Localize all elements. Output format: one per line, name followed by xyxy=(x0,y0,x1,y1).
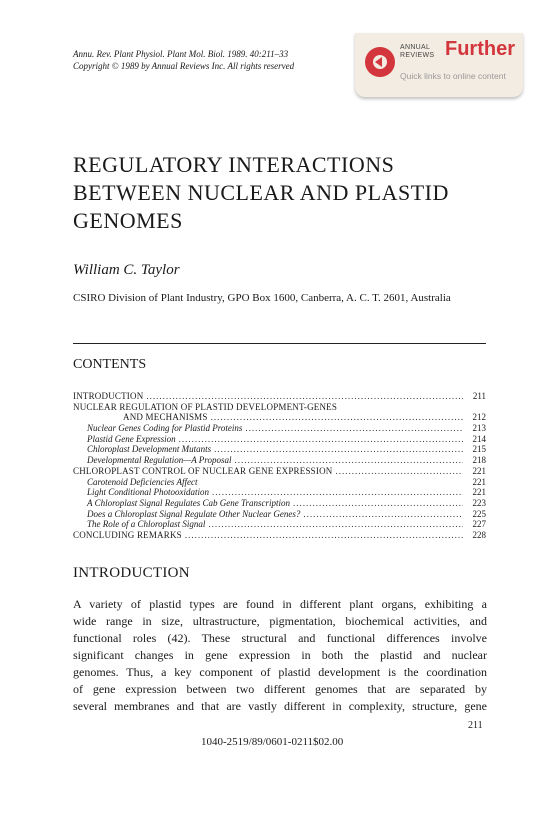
paragraph-line: A variety of plastid types are found in different plant organs, exhibiting a xyxy=(73,597,487,611)
toc-entry-label: Light Conditional Photooxidation xyxy=(87,487,210,498)
article-code: 1040-2519/89/0601-0211$02.00 xyxy=(201,736,344,748)
toc-entry[interactable] xyxy=(73,402,486,413)
badge-further-label: Further xyxy=(445,38,515,60)
toc-entry-label: INTRODUCTION xyxy=(73,391,144,401)
toc-entry-page: 221 xyxy=(472,465,486,476)
toc-entry-label: Developmental Regulation—A Proposal xyxy=(87,455,232,466)
toc-entry-page: 227 xyxy=(472,519,486,530)
title-line: REGULATORY INTERACTIONS xyxy=(73,152,395,177)
paragraph-line: genomes. Thus, a key component of plastid development is the coordination xyxy=(73,665,487,679)
toc-entry[interactable] xyxy=(73,412,486,423)
toc-entry-page: 218 xyxy=(472,455,486,466)
badge-annual: ANNUAL xyxy=(400,44,431,51)
toc-entry-page: 215 xyxy=(472,444,486,455)
toc-entry[interactable] xyxy=(73,498,486,509)
toc-entry[interactable] xyxy=(73,487,486,498)
toc-entry-page: 221 xyxy=(472,487,486,498)
toc-entry-page: 223 xyxy=(472,497,486,508)
toc-entry-page: 225 xyxy=(472,508,486,519)
toc-entry[interactable] xyxy=(73,391,486,402)
contents-heading: CONTENTS xyxy=(73,357,147,372)
article-title xyxy=(73,151,503,235)
toc-entry-label: A Chloroplast Signal Regulates Cab Gene Transcription xyxy=(87,497,291,508)
toc-entry-label: CHLOROPLAST CONTROL OF NUCLEAR GENE EXPRESSION xyxy=(73,465,333,476)
paragraph-line: several membranes and that are vastly different in complexity, structure, gene xyxy=(73,699,487,713)
toc-entry[interactable] xyxy=(73,509,486,520)
page-number: 211 xyxy=(468,720,483,731)
badge-quick-links[interactable]: Quick links to online content xyxy=(400,71,506,81)
toc-entry[interactable] xyxy=(73,519,486,530)
further-badge[interactable] xyxy=(355,33,523,97)
citation-line: Annu. Rev. Plant Physiol. Plant Mol. Biol. 1989. 40:211–33 xyxy=(73,49,289,59)
annual-reviews-logo-icon xyxy=(365,47,395,77)
toc-entry-page: 211 xyxy=(472,391,486,401)
paragraph-line: significant changes in gene expression in both the plastid and nuclear xyxy=(73,648,487,662)
toc-entry[interactable] xyxy=(73,530,486,541)
toc-entry[interactable] xyxy=(73,444,486,455)
introduction-paragraph xyxy=(73,596,487,715)
toc-entry-page: 214 xyxy=(472,433,486,444)
toc-entry-page: 213 xyxy=(472,423,486,434)
copyright-line: Copyright © 1989 by Annual Reviews Inc. All rights reserved xyxy=(73,61,295,71)
toc-entry-page: 221 xyxy=(472,476,486,487)
toc-entry-page: 228 xyxy=(472,529,486,540)
paragraph-line: of gene expression between two different genomes that are separated by xyxy=(73,682,487,696)
introduction-heading: INTRODUCTION xyxy=(73,565,190,581)
table-of-contents xyxy=(73,391,486,541)
toc-entry[interactable] xyxy=(73,423,486,434)
badge-annual-reviews xyxy=(400,44,434,60)
toc-entry[interactable] xyxy=(73,434,486,445)
badge-reviews: REVIEWS xyxy=(400,52,435,59)
toc-entry-label: AND MECHANISMS xyxy=(123,412,208,423)
toc-entry-label: Plastid Gene Expression xyxy=(87,433,176,444)
title-line: GENOMES xyxy=(73,208,183,233)
toc-entry[interactable] xyxy=(73,455,486,466)
toc-entry-label: NUCLEAR REGULATION OF PLASTID DEVELOPMENT-GENES xyxy=(73,401,338,412)
toc-entry[interactable] xyxy=(73,466,486,477)
journal-citation xyxy=(73,48,294,72)
toc-entry-label: Nuclear Genes Coding for Plastid Proteins xyxy=(87,423,243,434)
toc-entry-label: Does a Chloroplast Signal Regulate Other Nuclear Genes? xyxy=(87,508,301,519)
paragraph-line: wide range in size, ultrastructure, pigmentation, biochemical activities, and xyxy=(73,614,487,628)
toc-entry-label: Chloroplast Development Mutants xyxy=(87,444,212,455)
toc-entry[interactable] xyxy=(73,477,486,488)
contents-divider xyxy=(73,343,486,344)
toc-entry-page: 212 xyxy=(472,412,486,423)
paragraph-line: functional roles (42). These structural and functional differences involve xyxy=(73,631,487,645)
toc-entry-label: Carotenoid Deficiencies Affect xyxy=(87,476,198,487)
toc-entry-label: The Role of a Chloroplast Signal xyxy=(87,519,206,530)
title-line: BETWEEN NUCLEAR AND PLASTID xyxy=(73,180,449,205)
author-name: William C. Taylor xyxy=(73,262,180,278)
author-affiliation: CSIRO Division of Plant Industry, GPO Box 1600, Canberra, A. C. T. 2601, Australia xyxy=(73,292,451,304)
toc-entry-label: CONCLUDING REMARKS xyxy=(73,529,182,540)
